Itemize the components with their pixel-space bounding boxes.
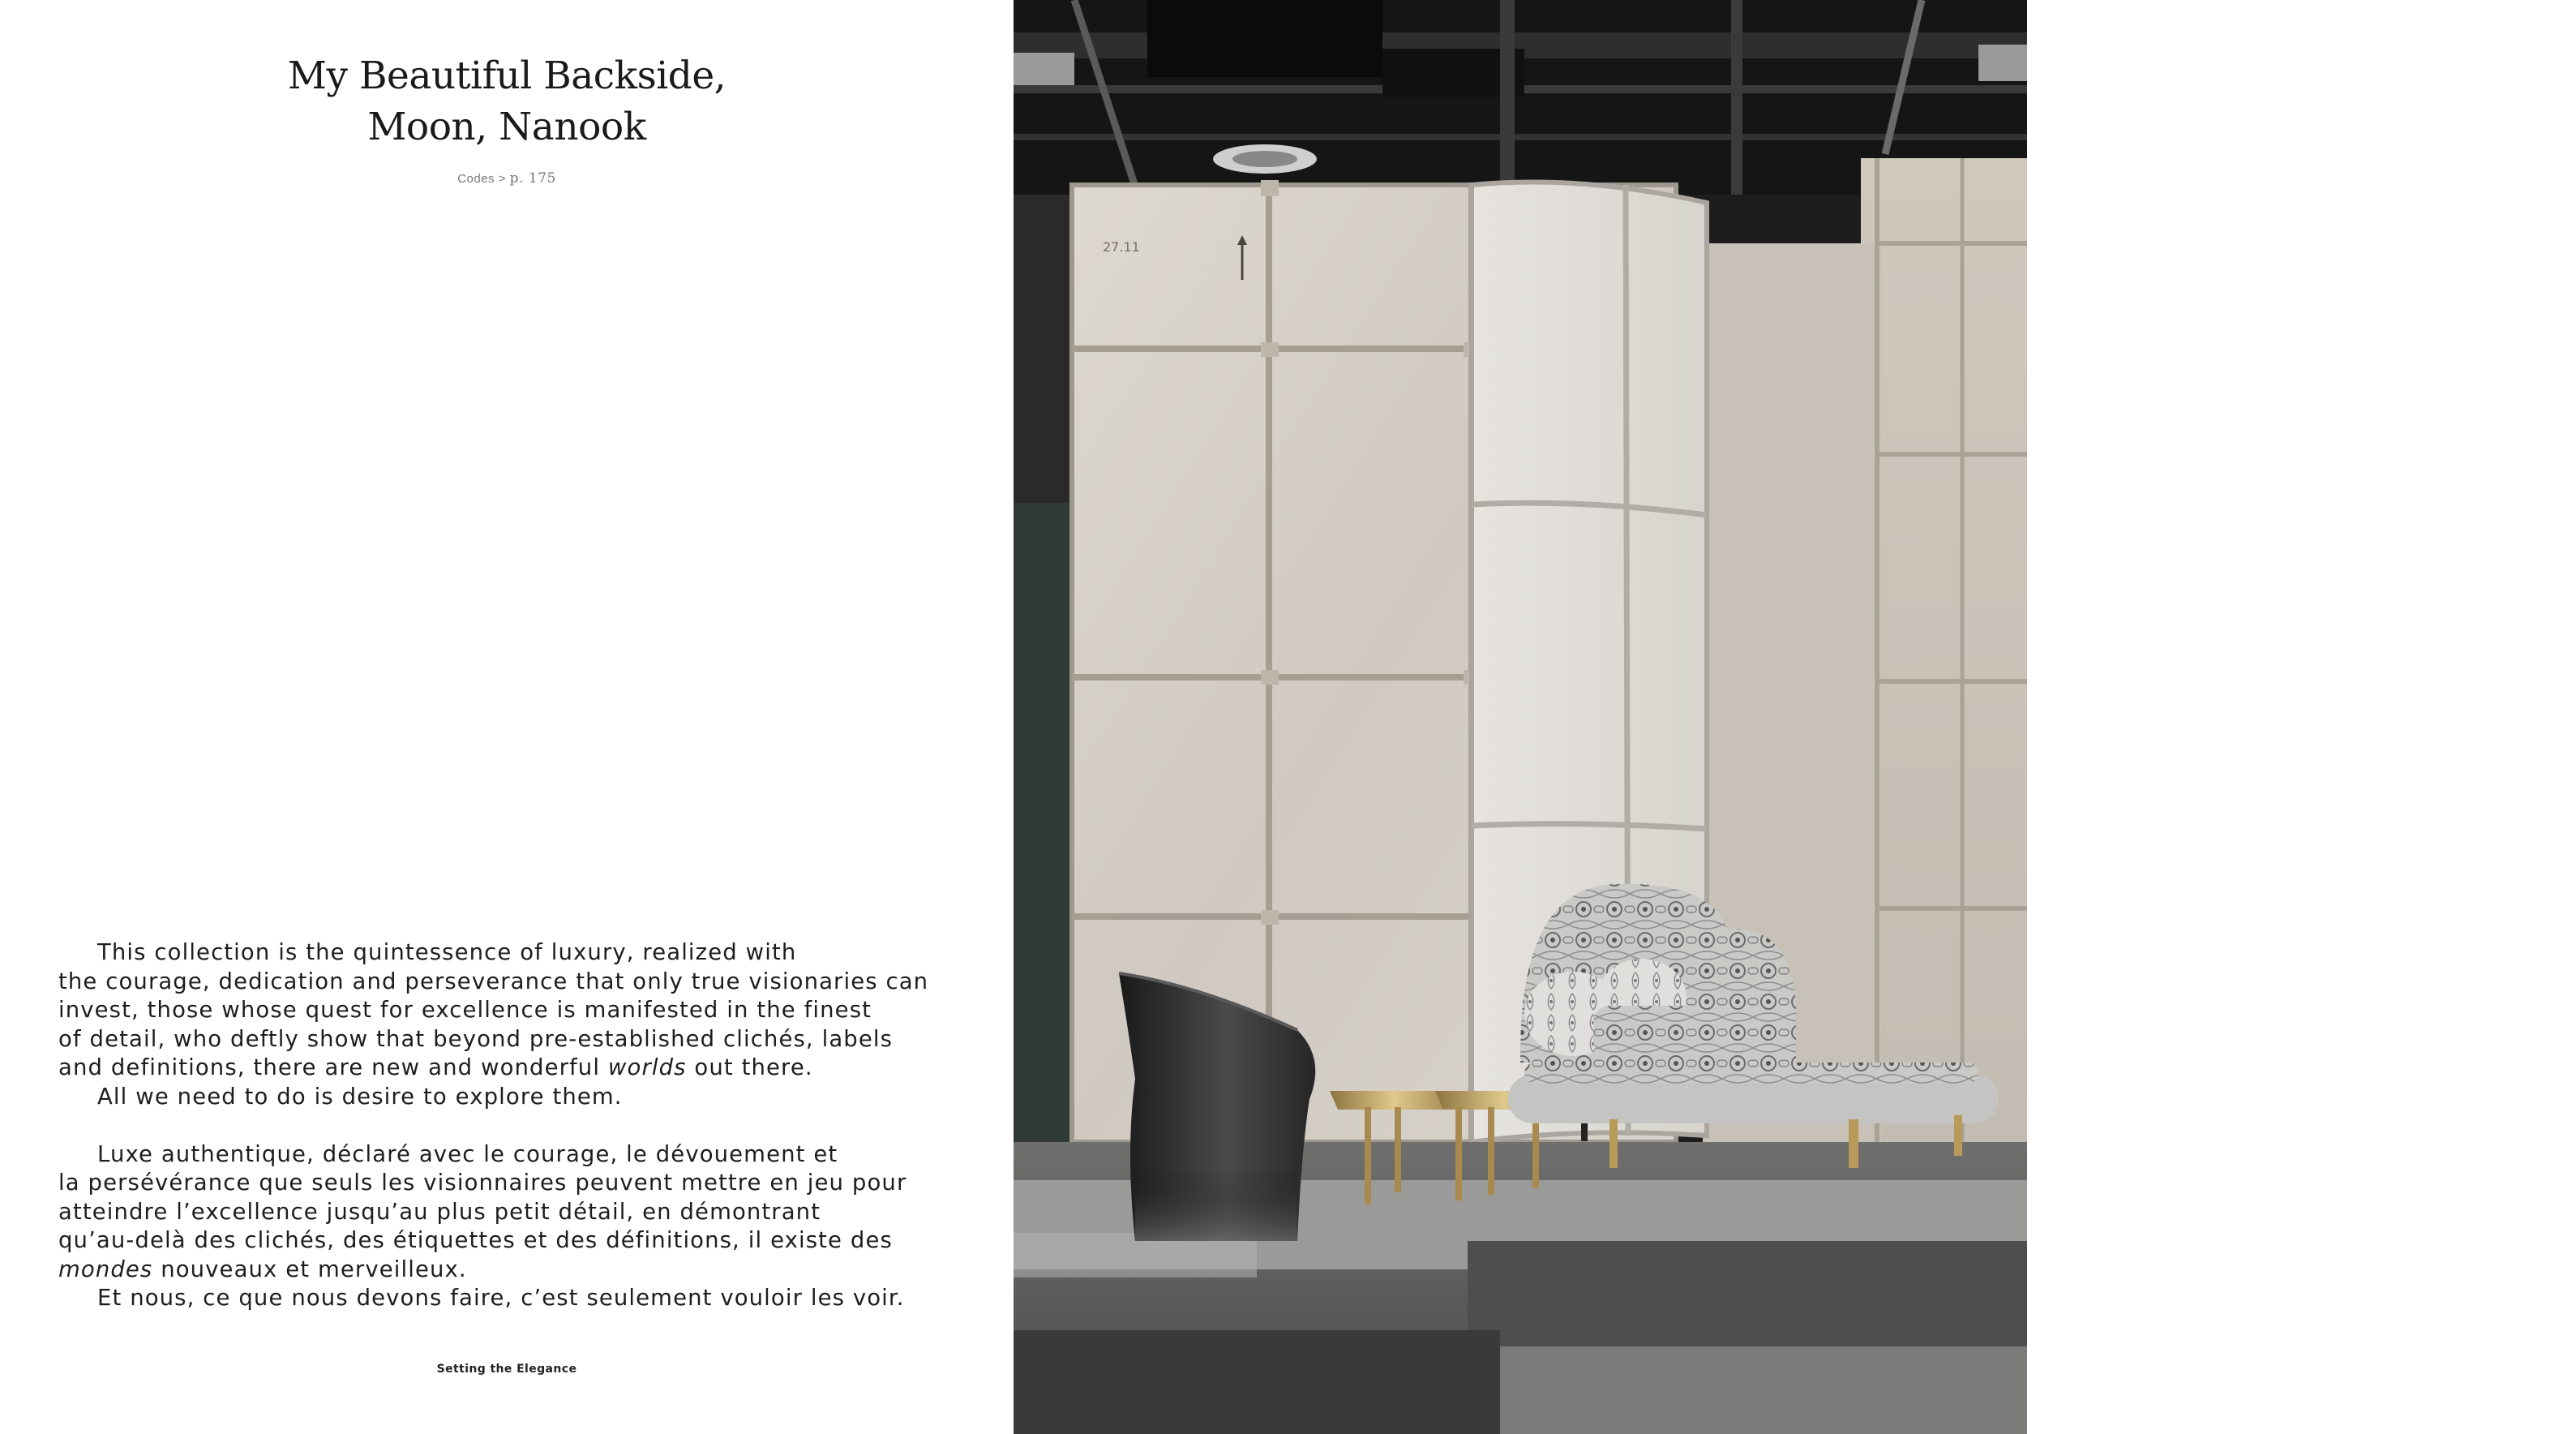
english-emphasis: worlds (607, 1054, 687, 1080)
codes-reference[interactable] (0, 170, 1014, 187)
photo-illustration (1014, 0, 2027, 1434)
dark-wall (1014, 503, 1074, 1152)
french-line: atteindre l’excellence jusqu’au plus petit détail, en démontrant (58, 1198, 821, 1225)
french-text: nouveaux et merveilleux. (152, 1256, 467, 1282)
body-text (58, 938, 967, 1313)
french-line: qu’au-delà des clichés, des étiquettes et des définitions, il existe des (58, 1227, 893, 1253)
title-line-1: My Beautiful Backside, (287, 54, 727, 98)
english-text: out there. (686, 1054, 813, 1080)
english-line: of detail, who deftly show that beyond pre-established clichés, labels (58, 1025, 894, 1052)
english-line: This collection is the quintessence of luxury, realized with (97, 939, 797, 965)
panel-marking: 27.11 (1103, 239, 1140, 255)
french-line (58, 1256, 967, 1285)
paragraph-gap (58, 1111, 967, 1140)
title-line-2: Moon, Nanook (367, 105, 646, 149)
english-line (58, 1054, 967, 1083)
page-title (0, 50, 1014, 152)
french-emphasis: mondes (58, 1256, 153, 1282)
codes-page: p. 175 (509, 170, 556, 187)
french-line: Et nous, ce que nous devons faire, c’est seulement vouloir les voir. (97, 1285, 905, 1311)
english-line: All we need to do is desire to explore them. (97, 1083, 623, 1110)
page-numbers: pp. 122 / 123 (2467, 1359, 2576, 1377)
interior-photo (1014, 0, 2576, 1434)
english-line: invest, those whose quest for excellence is manifested in the finest (58, 997, 872, 1023)
codes-label: Codes > (457, 172, 506, 186)
french-line: Luxe authentique, déclaré avec le courage, le dévouement et (97, 1140, 838, 1167)
english-line: the courage, dedication and perseverance that only true visionaries can (58, 968, 929, 994)
english-text: and definitions, there are new and wonderful (58, 1054, 608, 1080)
section-caption: Setting the Elegance (436, 1363, 577, 1376)
french-line: la persévérance que seuls les visionnaires peuvent mettre en jeu pour (58, 1170, 907, 1196)
text-page (0, 0, 1014, 1434)
